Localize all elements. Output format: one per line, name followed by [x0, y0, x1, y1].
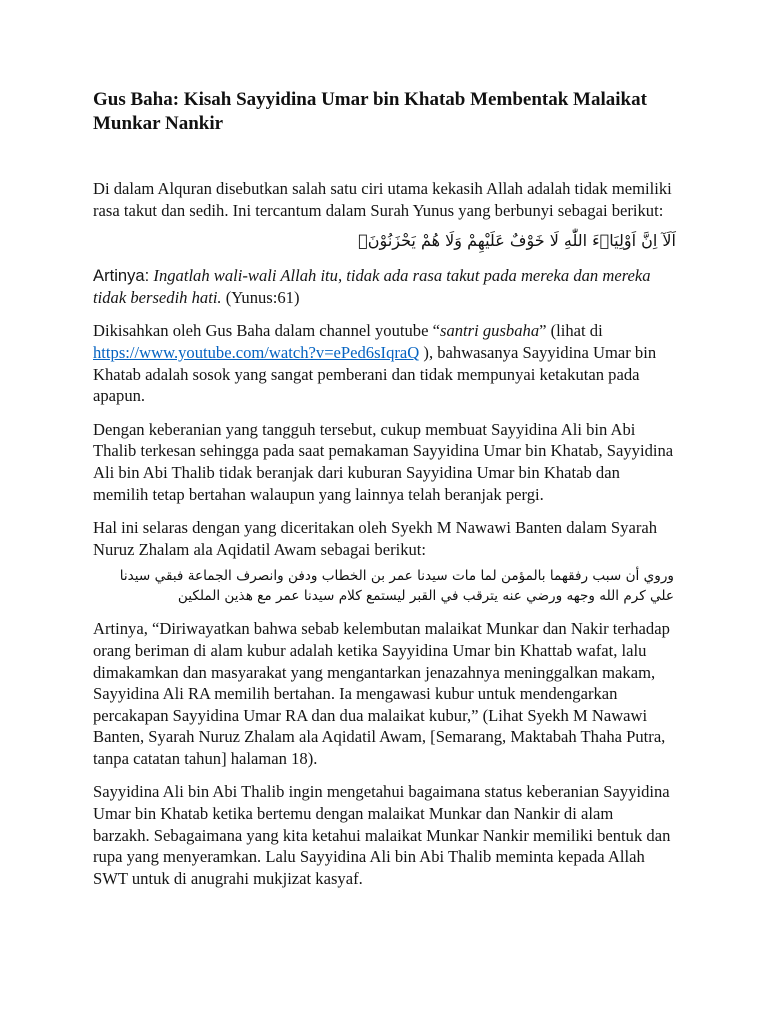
- verse-reference: (Yunus:61): [225, 287, 300, 307]
- paragraph-courage: Dengan keberanian yang tangguh tersebut, cukup membuat Sayyidina Ali bin Abi Thalib terkesan sehingga pada saat pemakaman Sayyidina Umar bin Khatab, Sayyidina Ali bin Abi Thalib tidak beranjak dari kuburan Sayyidina Umar bin Khatab dan memilih tetap bertahan walaupun yang lainnya telah beranjak pergi.: [93, 419, 674, 504]
- paragraph-quote-translation: Artinya, “Diriwayatkan bahwa sebab kelembutan malaikat Munkar dan Nakir terhadap orang beriman di alam kubur adalah ketika Sayyidina Umar bin Khattab wafat, lalu dimakamkan dan masyarakat yang mengantarkan jenazahnya meninggalkan makam, Sayyidina Ali RA memilih bertahan. Ia mengawasi kubur untuk mendengarkan percakapan Sayyidina Umar RA dan dua malaikat kubur,” (Lihat Syekh M Nawawi Banten, Syarah Nuruz Zhalam ala Aqidatil Awam, [Semarang, Maktabah Thaha Putra, tanpa catatan tahun] halaman 18).: [93, 619, 670, 768]
- paragraph-intro: Di dalam Alquran disebutkan salah satu ciri utama kekasih Allah adalah tidak memiliki rasa takut dan sedih. Ini tercantum dalam Surah Yunus yang berbunyi sebagai berikut:: [93, 179, 672, 220]
- paragraph-source-intro: Hal ini selaras dengan yang diceritakan oleh Syekh M Nawawi Banten dalam Syarah Nuruz Zhalam ala Aqidatil Awam sebagai berikut:: [93, 518, 658, 559]
- arabic-verse: اَلَآ اِنَّ اَوْلِيَاۤءَ اللّٰهِ لَا خَوْفٌ عَلَيْهِمْ وَلَا هُمْ يَحْزَنُوْنَۚ: [358, 231, 676, 251]
- article-title: Gus Baha: Kisah Sayyidina Umar bin Khatab Membentak Malaikat Munkar Nankir: [93, 89, 647, 134]
- paragraph-channel: [93, 320, 674, 406]
- arabic-quote: وروي أن سبب رفقهما بالمؤمن لما مات سيدنا عمر بن الخطاب ودفن وانصرف الجماعة فبقي سيدنا علي كرم الله وجهه ورضي عنه يترقب في القبر ليستمع كلام سيدنا عمر مع هذين الملكين: [119, 568, 674, 605]
- channel-text-before: Dikisahkan oleh Gus Baha dalam channel youtube “: [93, 321, 440, 341]
- paragraph-kasyaf: Sayyidina Ali bin Abi Thalib ingin mengetahui bagaimana status keberanian Sayyidina Umar bin Khatab ketika bertemu dengan malaikat Munkar dan Nankir di alam barzakh. Sebagaimana yang kita ketahui malaikat Munkar Nankir memiliki bentuk dan rupa yang menyeramkan. Lalu Sayyidina Ali bin Abi Thalib meminta kepada Allah SWT untuk di anugrahi mukjizat kasyaf.: [93, 782, 671, 888]
- artinya-label: Artinya:: [93, 266, 150, 286]
- channel-text-mid: ” (lihat di: [539, 321, 603, 341]
- youtube-link[interactable]: https://www.youtube.com/watch?v=ePed6sIqraQ: [93, 342, 420, 362]
- channel-name: santri gusbaha: [440, 321, 540, 341]
- paragraph-artinya-verse: [93, 265, 674, 308]
- verse-translation: Ingatlah wali-wali Allah itu, tidak ada rasa takut pada mereka dan mereka tidak bersedih hati.: [93, 266, 651, 307]
- channel-text-after: ), bahwasanya Sayyidina Umar bin Khatab adalah sosok yang sangat pemberani dan tidak mempunyai ketakutan pada apapun.: [93, 342, 657, 406]
